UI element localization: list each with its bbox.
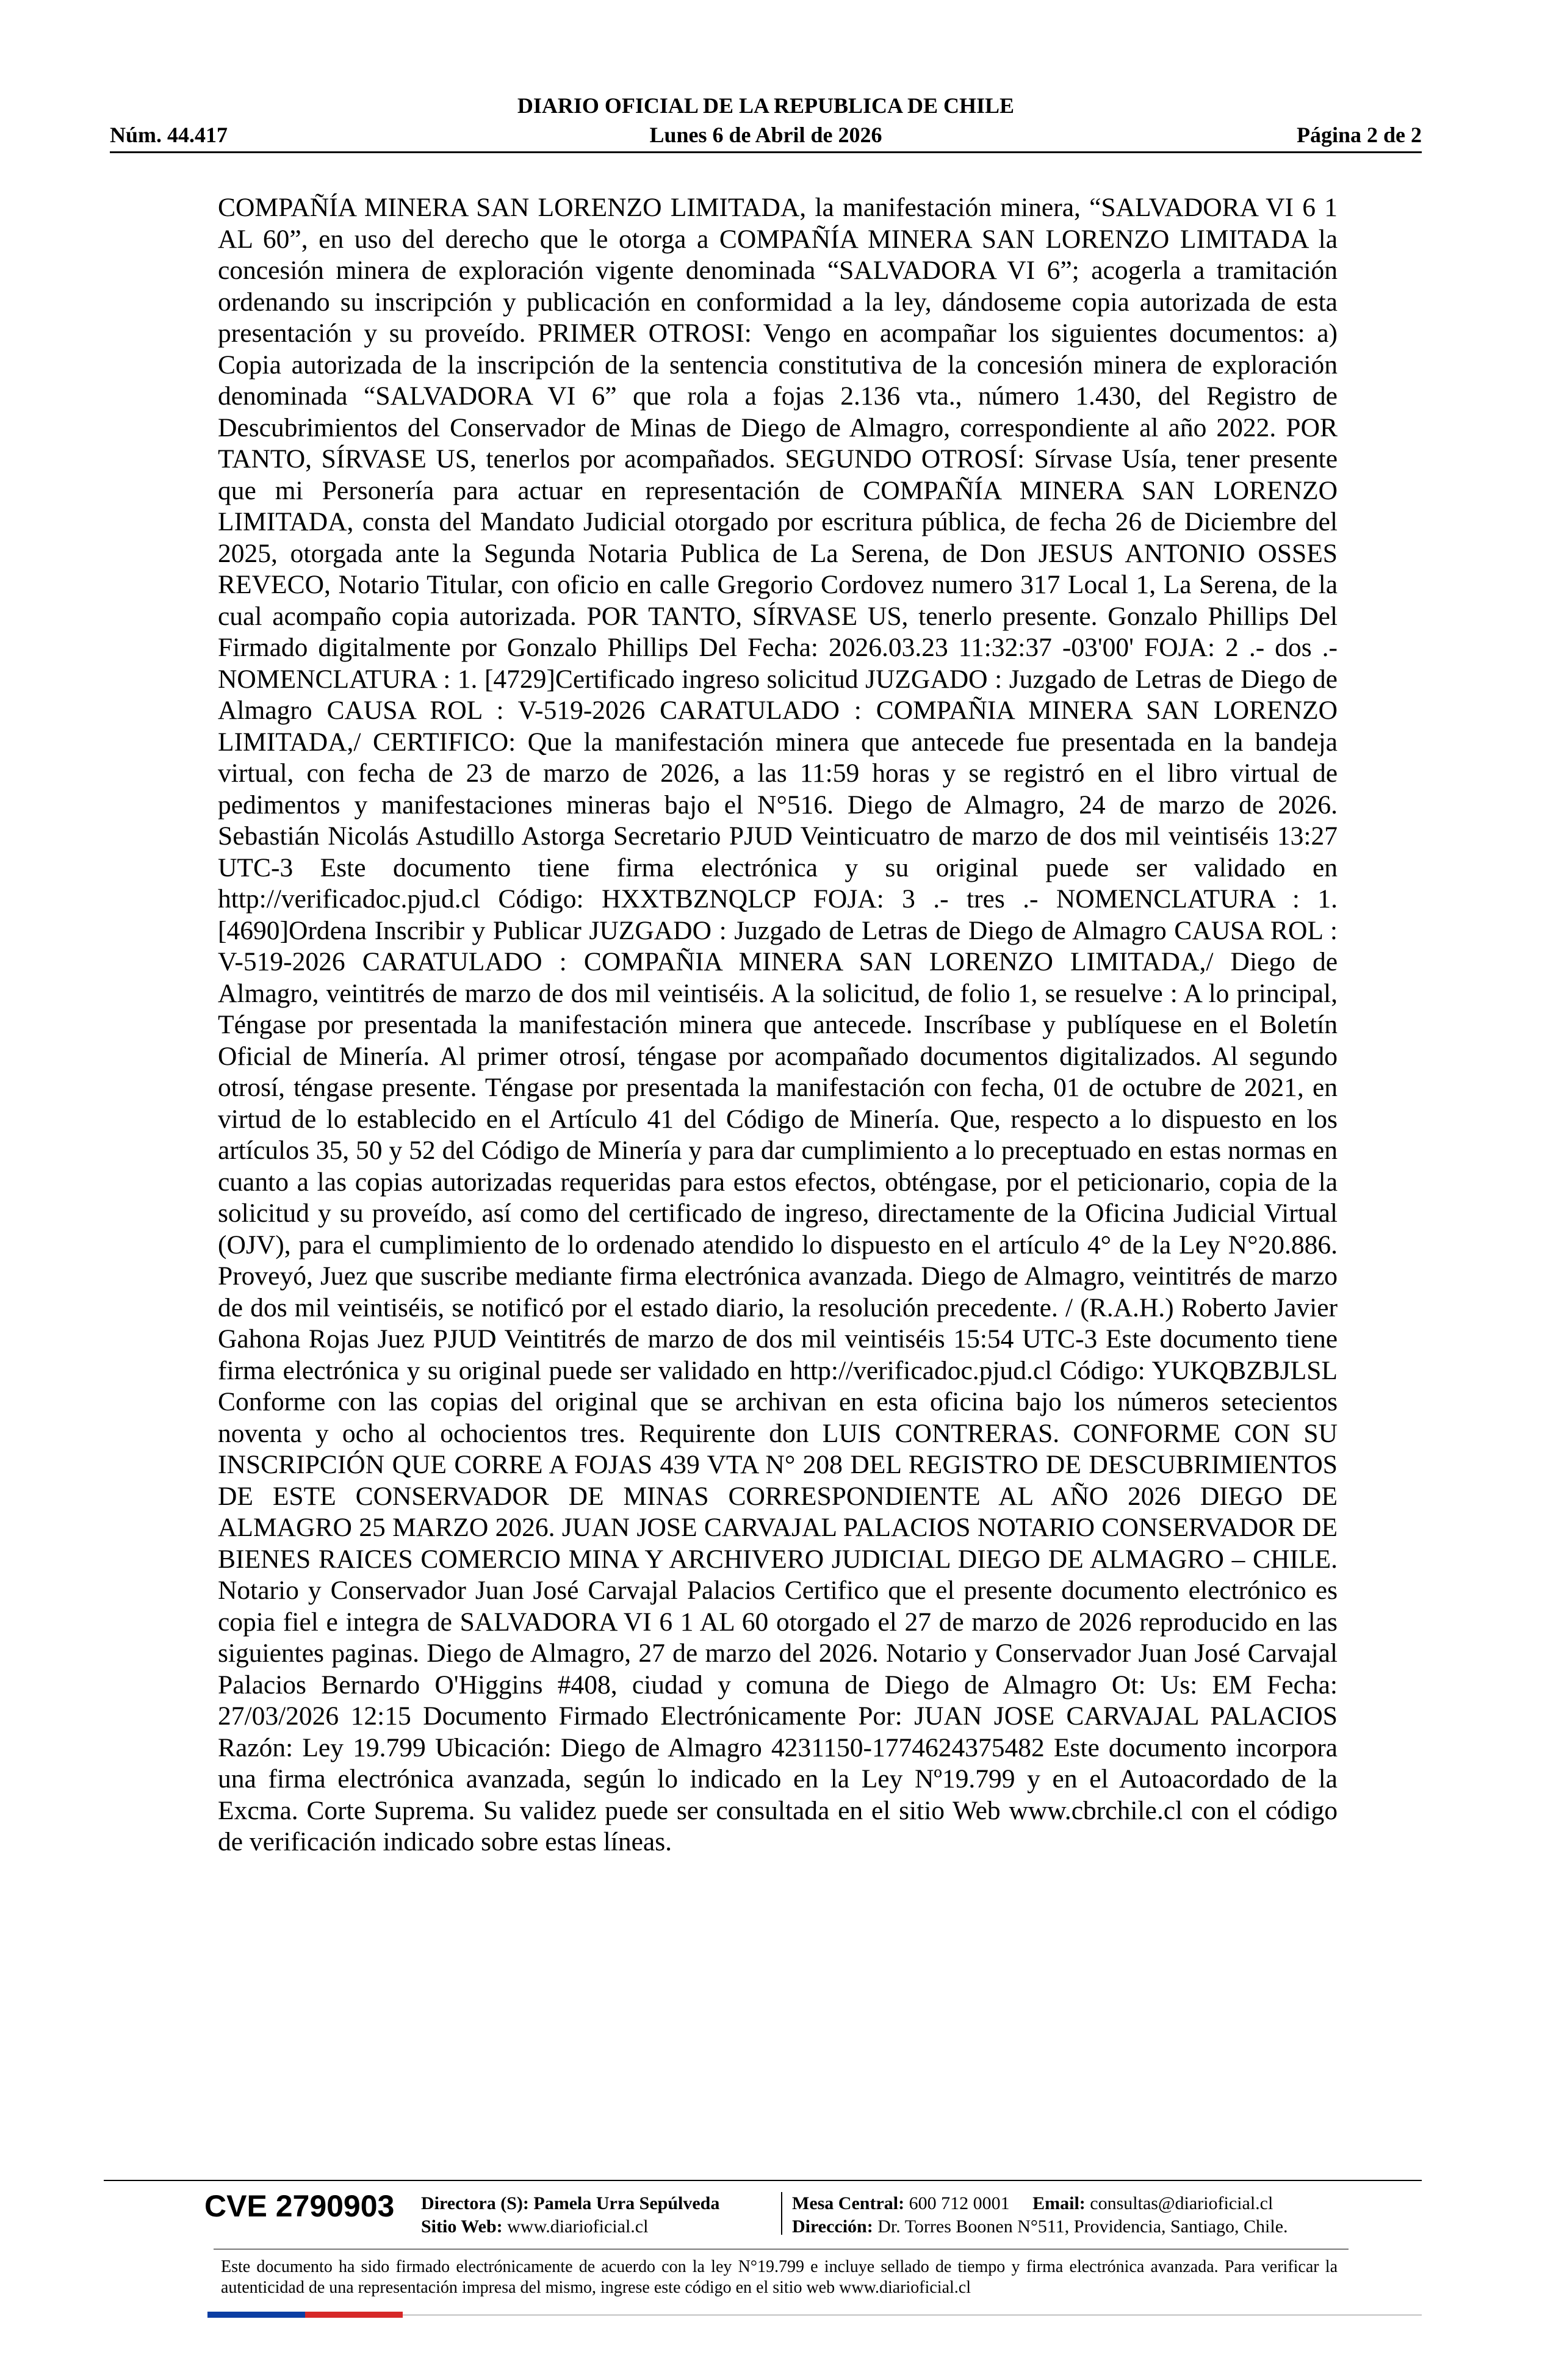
flag-red-segment: [305, 2312, 403, 2318]
website-label: Sitio Web:: [421, 2216, 503, 2237]
page-header: [110, 93, 1422, 154]
issue-date: Lunes 6 de Abril de 2026: [649, 123, 882, 147]
cve-code: CVE 2790903: [204, 2189, 395, 2223]
document-body: COMPAÑÍA MINERA SAN LORENZO LIMITADA, la manifestación minera, “SALVADORA VI 6 1 AL 60”, en uso del derecho que le otorga a COMPAÑÍA MINERA SAN LORENZO LIMITADA la concesión minera de exploración vigente denominada “SALVADORA VI 6”; acogerla a tramitación ordenando su inscripción y publicación en conformidad a la ley, dándoseme copia autorizada de esta presentación y su proveído. PRIMER OTROSI: Vengo en acompañar los siguientes documentos: a) Copia autorizada de la inscripción de la sentencia constitutiva de la concesión minera de exploración denominada “SALVADORA VI 6” que rola a fojas 2.136 vta., número 1.430, del Registro de Descubrimientos del Conservador de Minas de Diego de Almagro, correspondiente al año 2022. POR TANTO, SÍRVASE US, tenerlos por acompañados. SEGUNDO OTROSÍ: Sírvase Usía, tener presente que mi Personería para actuar en representación de COMPAÑÍA MINERA SAN LORENZO LIMITADA, consta del Mandato Judicial otorgado por escritura pública, de fecha 26 de Diciembre del 2025, otorgada ante la Segunda Notaria Publica de La Serena, de Don JESUS ANTONIO OSSES REVECO, Notario Titular, con oficio en calle Gregorio Cordovez numero 317 Local 1, La Serena, de la cual acompaño copia autorizada. POR TANTO, SÍRVASE US, tenerlo presente. Gonzalo Phillips Del Firmado digitalmente por Gonzalo Phillips Del Fecha: 2026.03.23 11:32:37 -03'00' FOJA: 2 .- dos .- NOMENCLATURA : 1. [4729]Certificado ingreso solicitud JUZGADO : Juzgado de Letras de Diego de Almagro CAUSA ROL : V-519-2026 CARATULADO : COMPAÑIA MINERA SAN LORENZO LIMITADA,/ CERTIFICO: Que la manifestación minera que antecede fue presentada en la bandeja virtual, con fecha de 23 de marzo de 2026, a las 11:59 horas y se registró en el libro virtual de pedimentos y manifestaciones mineras bajo el N°516. Diego de Almagro, 24 de marzo de 2026. Sebastián Nicolás Astudillo Astorga Secretario PJUD Veinticuatro de marzo de dos mil veintiséis 13:27 UTC-3 Este documento tiene firma electrónica y su original puede ser validado en http://verificadoc.pjud.cl Código: HXXTBZNQLCP FOJA: 3 .- tres .- NOMENCLATURA : 1. [4690]Ordena Inscribir y Publicar JUZGADO : Juzgado de Letras de Diego de Almagro CAUSA ROL : V-519-2026 CARATULADO : COMPAÑIA MINERA SAN LORENZO LIMITADA,/ Diego de Almagro, veintitrés de marzo de dos mil veintiséis. A la solicitud, de folio 1, se resuelve : A lo principal, Téngase por presentada la manifestación minera que antecede. Inscríbase y publíquese en el Boletín Oficial de Minería. Al primer otrosí, téngase por acompañado documentos digitalizados. Al segundo otrosí, téngase presente. Téngase por presentada la manifestación con fecha, 01 de octubre de 2021, en virtud de lo establecido en el Artículo 41 del Código de Minería. Que, respecto a lo dispuesto en los artículos 35, 50 y 52 del Código de Minería y para dar cumplimiento a lo preceptuado en estas normas en cuanto a las copias autorizadas requeridas para estos efectos, obténgase, por el peticionario, copia de la solicitud y su proveído, así como del certificado de ingreso, directamente de la Oficina Judicial Virtual (OJV), para el cumplimiento de lo ordenado atendido lo dispuesto en el artículo 4° de la Ley N°20.886. Proveyó, Juez que suscribe mediante firma electrónica avanzada. Diego de Almagro, veintitrés de marzo de dos mil veintiséis, se notificó por el estado diario, la resolución precedente. / (R.A.H.) Roberto Javier Gahona Rojas Juez PJUD Veintitrés de marzo de dos mil veintiséis 15:54 UTC-3 Este documento tiene firma electrónica y su original puede ser validado en http://verificadoc.pjud.cl Código: YUKQBZBJLSL Conforme con las copias del original que se archivan en esta oficina bajo los números setecientos noventa y ocho al ochocientos tres. Requirente don LUIS CONTRERAS. CONFORME CON SU INSCRIPCIÓN QUE CORRE A FOJAS 439 VTA N° 208 DEL REGISTRO DE DESCUBRIMIENTOS DE ESTE CONSERVADOR DE MINAS CORRESPONDIENTE AL AÑO 2026 DIEGO DE ALMAGRO 25 MARZO 2026. JUAN JOSE CARVAJAL PALACIOS NOTARIO CONSERVADOR DE BIENES RAICES COMERCIO MINA Y ARCHIVERO JUDICIAL DIEGO DE ALMAGRO – CHILE. Notario y Conservador Juan José Carvajal Palacios Certifico que el presente documento electrónico es copia fiel e integra de SALVADORA VI 6 1 AL 60 otorgado el 27 de marzo de 2026 reproducido en las siguientes paginas. Diego de Almagro, 27 de marzo del 2026. Notario y Conservador Juan José Carvajal Palacios Bernardo O'Higgins #408, ciudad y comuna de Diego de Almagro Ot: Us: EM Fecha: 27/03/2026 12:15 Documento Firmado Electrónicamente Por: JUAN JOSE CARVAJAL PALACIOS Razón: Ley 19.799 Ubicación: Diego de Almagro 4231150-1774624375482 Este documento incorpora una firma electrónica avanzada, según lo indicado en la Ley Nº19.799 y en el Autoacordado de la Excma. Corte Suprema. Su validez puede ser consultada en el sitio Web www.cbrchile.cl con el código de verificación indicado sobre estas líneas.: [218, 193, 1338, 1856]
page-indicator: Página 2 de 2: [1296, 123, 1422, 147]
email-label: Email:: [1032, 2193, 1086, 2213]
website-line: [421, 2215, 719, 2238]
address-line: [792, 2215, 1288, 2238]
director-line: [421, 2192, 719, 2215]
footer-divider-top: [104, 2180, 1422, 2181]
footer-director-block: [421, 2192, 719, 2238]
contact-line: [792, 2192, 1288, 2215]
director-name: Pamela Urra Sepúlveda: [533, 2193, 720, 2213]
footer-column-separator: [781, 2192, 782, 2235]
flag-stripe: [207, 2312, 403, 2318]
flag-blue-segment: [207, 2312, 305, 2318]
address-label: Dirección:: [792, 2216, 873, 2237]
address-value: Dr. Torres Boonen N°511, Providencia, Santiago, Chile.: [877, 2216, 1288, 2237]
phone-number: 600 712 0001: [909, 2193, 1010, 2213]
publication-title: DIARIO OFICIAL DE LA REPUBLICA DE CHILE: [517, 93, 1015, 118]
header-divider: [110, 151, 1422, 153]
website-link[interactable]: www.diarioficial.cl: [507, 2216, 649, 2237]
phone-label: Mesa Central:: [792, 2193, 905, 2213]
issue-number: Núm. 44.417: [110, 123, 228, 147]
footer-contact-block: [792, 2192, 1288, 2238]
director-label: Directora (S):: [421, 2193, 529, 2213]
email-link[interactable]: consultas@diarioficial.cl: [1090, 2193, 1273, 2213]
signature-disclaimer: Este documento ha sido firmado electrónicamente de acuerdo con la ley N°19.799 e incluye sellado de tiempo y firma electrónica avanzada. Para verificar la autenticidad de una representación impresa del mismo, ingrese este código en el sitio web www.diarioficial.cl: [221, 2257, 1338, 2297]
